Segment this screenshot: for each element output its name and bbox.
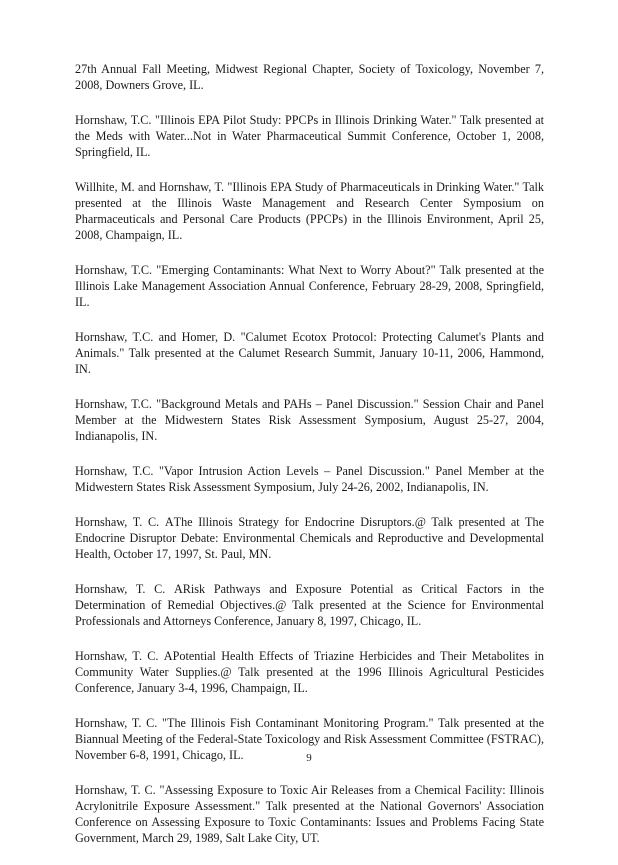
list-item: Hornshaw, T. C. ΑThe Illinois Strategy for Endocrine Disruptors.@ Talk presented at The Endocrine Disruptor Debate: Environmental Chemicals and Reproductive and Developmental Health, October 17, 1997, St. Paul, MN. — [75, 515, 544, 561]
list-item: Willhite, M. and Hornshaw, T. "Illinois EPA Study of Pharmaceuticals in Drinking Water." Talk presented at the Illinois Waste Management and Research Center Symposium on Pharmaceuticals and Personal Care Products (PPCPs) in the Illinois Environment, April 25, 2008, Champaign, IL. — [75, 180, 544, 242]
list-item: Hornshaw, T. C. "Assessing Exposure to Toxic Air Releases from a Chemical Facility: Illinois Acrylonitrile Exposure Assessment." Talk presented at the National Governors' Association Conference on Assessing Exposure to Toxic Contaminants: Issues and Problems Facing State Government, March 29, 1989, Salt Lake City, UT. — [75, 783, 544, 845]
page-number: 9 — [306, 752, 312, 764]
list-item: Hornshaw, T.C. "Illinois EPA Pilot Study: PPCPs in Illinois Drinking Water." Talk presented at the Meds with Water...Not in Water Pharmaceutical Summit Conference, October 1, 2008, Springfield, IL. — [75, 113, 544, 159]
list-item: Hornshaw, T. C. ΑRisk Pathways and Exposure Potential as Critical Factors in the Determination of Remedial Objectives.@ Talk presented at the Science for Environmental Professionals and Attorneys Conference, January 8, 1997, Chicago, IL. — [75, 582, 544, 628]
presentations-list — [75, 61, 544, 865]
list-item: 27th Annual Fall Meeting, Midwest Regional Chapter, Society of Toxicology, November 7, 2008, Downers Grove, IL. — [75, 62, 544, 92]
list-item: Hornshaw, T. C. ΑPotential Health Effects of Triazine Herbicides and Their Metabolites in Community Water Supplies.@ Talk presented at the 1996 Illinois Agricultural Pesticides Conference, January 3-4, 1996, Champaign, IL. — [75, 649, 544, 695]
list-item: Hornshaw, T.C. "Emerging Contaminants: What Next to Worry About?" Talk presented at the Illinois Lake Management Association Annual Conference, February 28-29, 2008, Springfield, IL. — [75, 263, 544, 309]
list-item: Hornshaw, T.C. "Background Metals and PAHs – Panel Discussion." Session Chair and Panel Member at the Midwestern States Risk Assessment Symposium, August 25-27, 2004, Indianapolis, IN. — [75, 397, 544, 443]
list-item: Hornshaw, T.C. "Vapor Intrusion Action Levels – Panel Discussion." Panel Member at the Midwestern States Risk Assessment Symposium, July 24-26, 2002, Indianapolis, IN. — [75, 464, 544, 494]
list-item: Hornshaw, T.C. and Homer, D. "Calumet Ecotox Protocol: Protecting Calumet's Plants and Animals." Talk presented at the Calumet Research Summit, January 10-11, 2006, Hammond, IN. — [75, 330, 544, 376]
list-item: Hornshaw, T. C. "The Illinois Fish Contaminant Monitoring Program." Talk presented at the Biannual Meeting of the Federal-State Toxicology and Risk Assessment Committee (FSTRAC), November 6-8, 1991, Chicago, IL. — [75, 716, 544, 762]
